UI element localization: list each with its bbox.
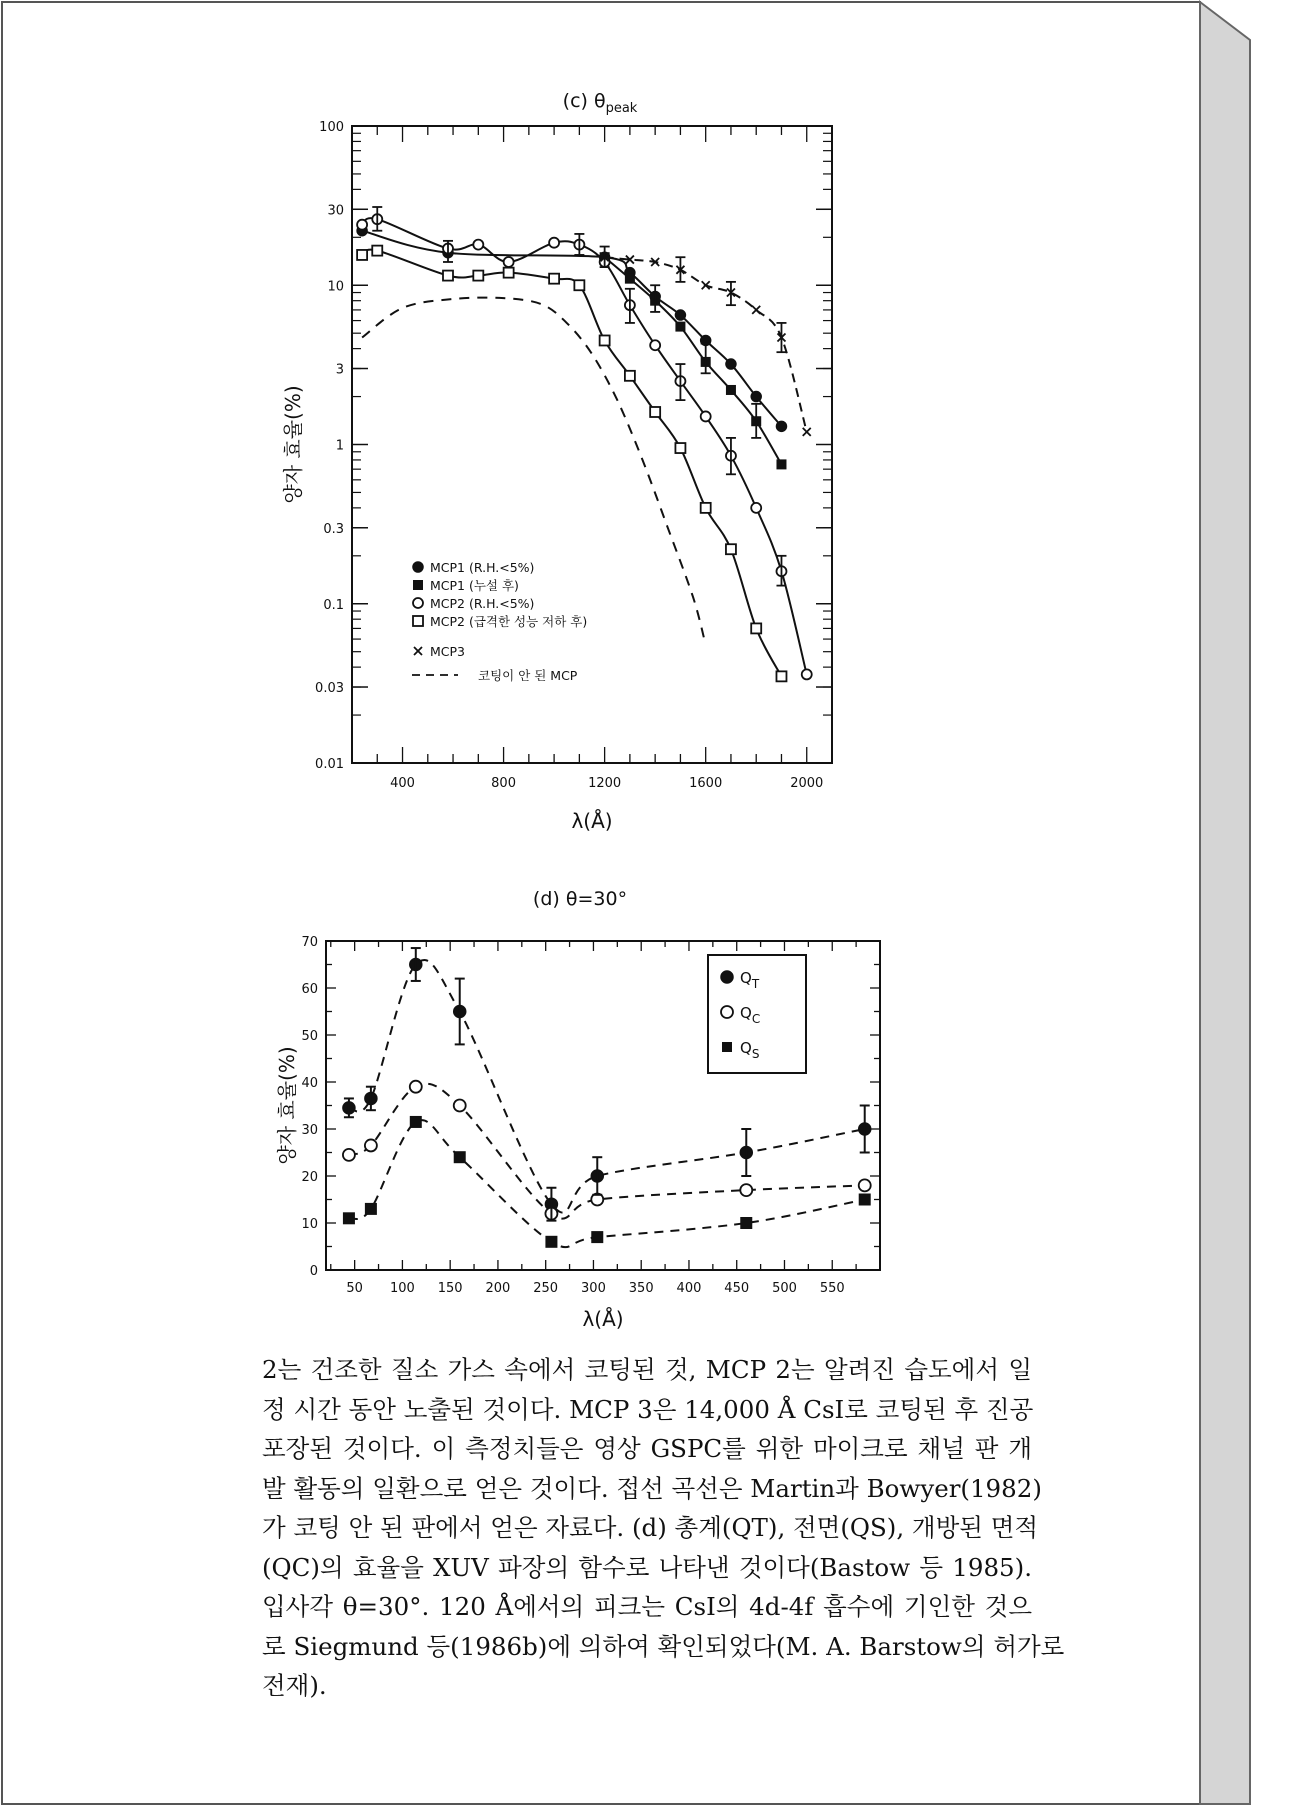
chart-d-ytick-label: 40 [301, 1076, 318, 1091]
chart-d-point [454, 1151, 466, 1163]
chart-d-point [859, 1194, 871, 1206]
chart-d-point [410, 1116, 422, 1128]
caption-line: 2는 건조한 질소 가스 속에서 코팅된 것, MCP 2는 알려진 습도에서 일 [262, 1355, 1032, 1384]
chart-d-xlabel: λ(Å) [582, 1307, 624, 1331]
chart-d-xtick-label: 300 [581, 1281, 606, 1296]
chart-d-ytick-label: 60 [301, 982, 318, 997]
chart-d-xtick-label: 450 [724, 1281, 750, 1296]
chart-c-xtick-label: 1200 [588, 776, 622, 791]
chart-c-ytick-label: 3 [335, 362, 344, 378]
chart-d-xtick-label: 200 [485, 1281, 511, 1296]
chart-d-series-line-2 [349, 1120, 865, 1247]
chart-d-xtick-label: 250 [533, 1281, 559, 1296]
figure-caption [262, 1350, 1065, 1706]
caption-line: 입사각 θ=30°. 120 Å에서의 피크는 CsI의 4d-4f 흡수에 기인한 것으 [262, 1592, 1032, 1621]
caption-line: 전재). [262, 1671, 327, 1700]
chart-c-legend-label: MCP2 (R.H.<5%) [430, 596, 535, 611]
caption-line: 포장된 것이다. 이 측정치들은 영상 GSPC를 위한 마이크로 채널 판 개 [262, 1434, 1032, 1463]
chart-d-ytick-label: 0 [309, 1264, 318, 1279]
chart-d-xtick-label: 100 [389, 1281, 415, 1296]
chart-c-ytick-label: 0.03 [315, 681, 344, 697]
caption-line: 가 코팅 안 된 판에서 얻은 자료다. (d) 총계(QT), 전면(QS), 개방된 면적 [262, 1513, 1039, 1542]
chart-c-ytick-label: 100 [319, 120, 344, 135]
chart-c-ytick-label: 0.3 [323, 521, 344, 537]
chart-c-ytick-label: 0.1 [323, 597, 344, 613]
caption-line: 발 활동의 일환으로 얻은 것이다. 접선 곡선은 Martin과 Bowyer(1982) [262, 1473, 1042, 1503]
chart-d-title: (d) θ=30° [532, 888, 628, 910]
chart-d-legend-label: $Q_T$ [740, 969, 760, 991]
chart-d-ytick-label: 10 [301, 1217, 318, 1232]
chart-d-ytick-label: 30 [301, 1123, 318, 1138]
chart-d-point [343, 1212, 355, 1224]
chart-d-point [365, 1203, 377, 1215]
chart-d-ytick-label: 70 [301, 935, 318, 950]
chart-d-ylabel: 양자 효율(%) [275, 1046, 299, 1165]
chart-c-xtick-label: 2000 [790, 776, 824, 791]
caption-line: 정 시간 동안 노출된 것이다. MCP 3은 14,000 Å CsI로 코팅된 후 진공 [262, 1394, 1034, 1424]
caption-line: 로 Siegmund 등(1986b)에 의하여 확인되었다(M. A. Barstow의 허가로 [262, 1631, 1065, 1661]
chart-d-point [859, 1179, 871, 1191]
chart-c-ytick-label: 1 [335, 438, 344, 454]
chart-d-xtick-label: 350 [628, 1281, 654, 1296]
chart-c-legend-label: 코팅이 안 된 MCP [478, 668, 578, 683]
chart-d-xtick-label: 500 [772, 1281, 797, 1296]
chart-d-legend-label: $Q_C$ [740, 1004, 761, 1026]
chart-c-xtick-label: 400 [390, 776, 415, 791]
chart-c-xlabel: λ(Å) [571, 809, 613, 833]
chart-c-legend-label: MCP2 (급격한 성능 저하 후) [430, 614, 588, 629]
chart-d-xtick-label: 50 [346, 1281, 363, 1296]
chart-d-xtick-label: 150 [437, 1281, 463, 1296]
chart-c-ylabel: 양자 효율(%) [281, 385, 305, 504]
chart-c-title: (c) $\theta_{peak}$ [562, 90, 638, 116]
chart-d-point [343, 1149, 355, 1161]
chart-d-ytick-label: 50 [301, 1029, 318, 1044]
chart-d-legend-label: $Q_S$ [740, 1039, 760, 1061]
chart-c-legend-label: MCP1 (누설 후) [430, 578, 519, 593]
chart-d-series-line-1 [349, 1084, 865, 1219]
chart-c-legend-label: MCP1 (R.H.<5%) [430, 560, 535, 575]
chart-d-point [454, 1100, 466, 1112]
chart-d-xtick-label: 550 [819, 1281, 845, 1296]
chart-d-point [591, 1231, 603, 1243]
chart-c-ytick-label: 30 [327, 203, 344, 219]
chart-d-legend-swatch [721, 971, 733, 983]
chart-d-point [740, 1217, 752, 1229]
chart-d-xtick-label: 400 [676, 1281, 702, 1296]
chart-c-ytick-label: 0.01 [315, 757, 344, 772]
chart-c-xtick-label: 800 [491, 776, 516, 791]
chart-d-ytick-label: 20 [301, 1170, 318, 1185]
chart-c-ytick-label: 10 [327, 279, 344, 295]
caption-line: (QC)의 효율을 XUV 파장의 함수로 나타낸 것이다(Bastow 등 1985). [262, 1552, 1032, 1582]
chart-d-point [545, 1236, 557, 1248]
chart-c-legend-label: MCP3 [430, 644, 466, 659]
chart-d-point [740, 1184, 752, 1196]
chart-d-legend-swatch [722, 1042, 732, 1052]
chart-d-legend-swatch [721, 1006, 733, 1018]
chart-d-point [365, 1139, 377, 1151]
chart-d-point [410, 1081, 422, 1093]
chart-c-xtick-label: 1600 [689, 776, 723, 791]
